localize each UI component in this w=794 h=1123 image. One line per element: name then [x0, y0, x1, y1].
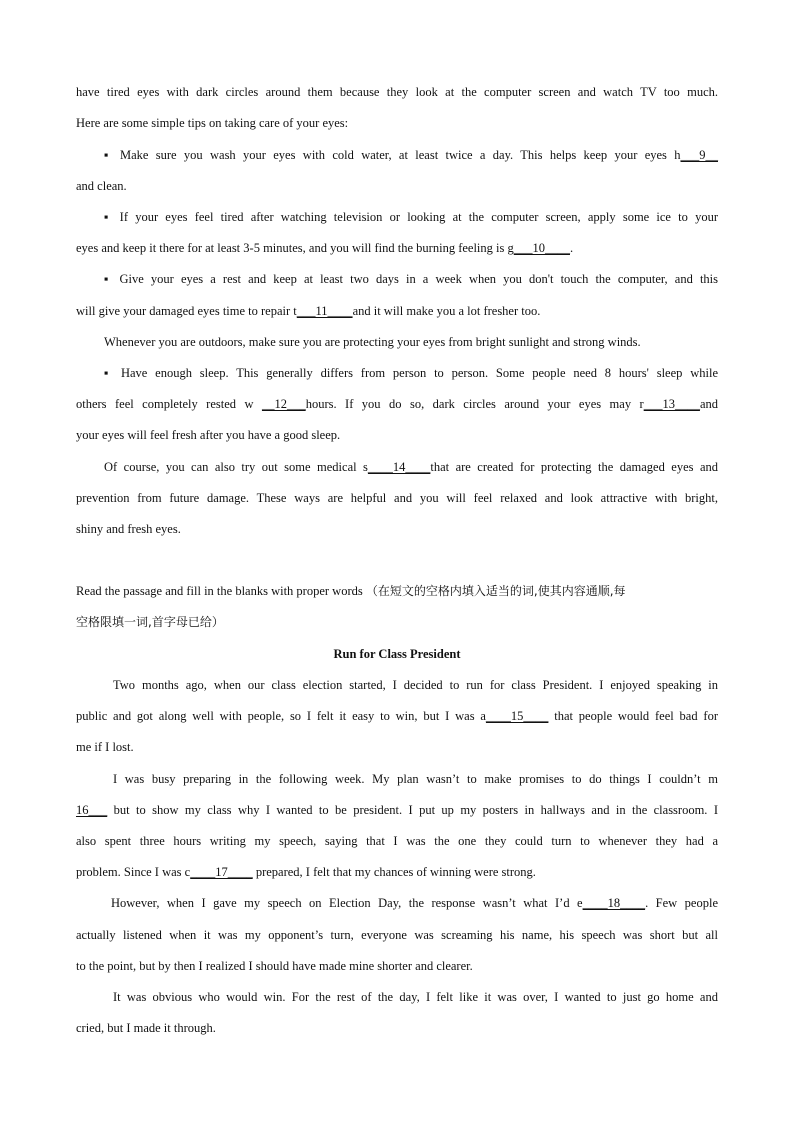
blank-17[interactable]: ____17____: [190, 865, 253, 879]
paragraph-line: to the point, but by then I realized I should have made mine shorter and clearer.: [76, 959, 473, 973]
paragraph-line: and clean.: [76, 179, 127, 193]
paragraph-line: me if I lost.: [76, 740, 134, 754]
paragraph-line: Here are some simple tips on taking care of your eyes:: [76, 116, 349, 130]
paragraph-line: prevention from future damage. These ways are helpful and you will feel relaxed and look attractive with bright,: [76, 491, 718, 505]
passage-title: Run for Class President: [333, 647, 461, 661]
paragraph-line: It was obvious who would win. For the rest of the day, I felt like it was over, I wanted to just go home and: [113, 990, 718, 1004]
paragraph-line: actually listened when it was my opponent’s turn, everyone was screaming his name, his speech was short but all: [76, 928, 718, 942]
instruction-line: 空格限填一词,首字母已给）: [76, 615, 224, 629]
paragraph-line: have tired eyes with dark circles around them because they look at the computer screen and watch TV too much.: [76, 85, 718, 99]
paragraph-line: also spent three hours writing my speech, saying that I was the one they could turn to whenever they had a: [76, 834, 718, 848]
paragraph-line: Of course, you can also try out some medical s____14____that are created for protecting the damaged eyes and: [104, 460, 718, 474]
paragraph-line: problem. Since I was c____17____ prepared, I felt that my chances of winning were strong.: [76, 865, 536, 879]
paragraph-line: shiny and fresh eyes.: [76, 522, 181, 536]
paragraph-line: 16___ but to show my class why I wanted to be president. I put up my posters in hallways and in the classroom. I: [76, 803, 718, 817]
paragraph-line: I was busy preparing in the following week. My plan wasn’t to make promises to do things I couldn’t m: [113, 772, 718, 786]
paragraph-line: your eyes will feel fresh after you have a good sleep.: [76, 428, 341, 442]
bullet-tip-1: ▪ Make sure you wash your eyes with cold water, at least twice a day. This helps keep your eyes h___9__: [104, 148, 718, 162]
paragraph-line: will give your damaged eyes time to repair t___11____and it will make you a lot fresher too.: [76, 304, 541, 318]
blank-16[interactable]: 16___: [76, 803, 108, 817]
bullet-tip-2: ▪ If your eyes feel tired after watching television or looking at the computer screen, apply some ice to your: [104, 210, 718, 224]
blank-11[interactable]: ___11____: [296, 304, 353, 318]
blank-9[interactable]: ___9__: [680, 148, 718, 162]
blank-10[interactable]: ___10____: [513, 241, 570, 255]
paragraph-line: others feel completely rested w __12___hours. If you do so, dark circles around your eyes may r___13____and: [76, 397, 718, 411]
blank-12[interactable]: __12___: [261, 397, 306, 411]
paragraph-line: eyes and keep it there for at least 3-5 minutes, and you will find the burning feeling is g___10____.: [76, 241, 574, 255]
paragraph-line: public and got along well with people, so I felt it easy to win, but I was a____15____ that people would feel bad for: [76, 709, 718, 723]
bullet-tip-4: ▪ Have enough sleep. This generally differs from person to person. Some people need 8 hours' sleep while: [104, 366, 718, 380]
instruction-line: Read the passage and fill in the blanks with proper words （在短文的空格内填入适当的词,使其内容通顺,每: [76, 584, 626, 598]
blank-13[interactable]: ___13____: [643, 397, 700, 411]
paragraph-line: Whenever you are outdoors, make sure you are protecting your eyes from bright sunlight and strong winds.: [104, 335, 641, 349]
blank-14[interactable]: ____14____: [367, 460, 431, 474]
paragraph-line: However, when I gave my speech on Election Day, the response wasn’t what I’d e____18____. Few people: [111, 896, 718, 910]
blank-18[interactable]: ____18____: [582, 896, 646, 910]
blank-15[interactable]: ____15____: [485, 709, 549, 723]
bullet-tip-3: ▪ Give your eyes a rest and keep at least two days in a week when you don't touch the computer, and this: [104, 272, 718, 286]
paragraph-line: cried, but I made it through.: [76, 1021, 216, 1035]
paragraph-line: Two months ago, when our class election started, I decided to run for class President. I enjoyed speaking in: [113, 678, 718, 692]
